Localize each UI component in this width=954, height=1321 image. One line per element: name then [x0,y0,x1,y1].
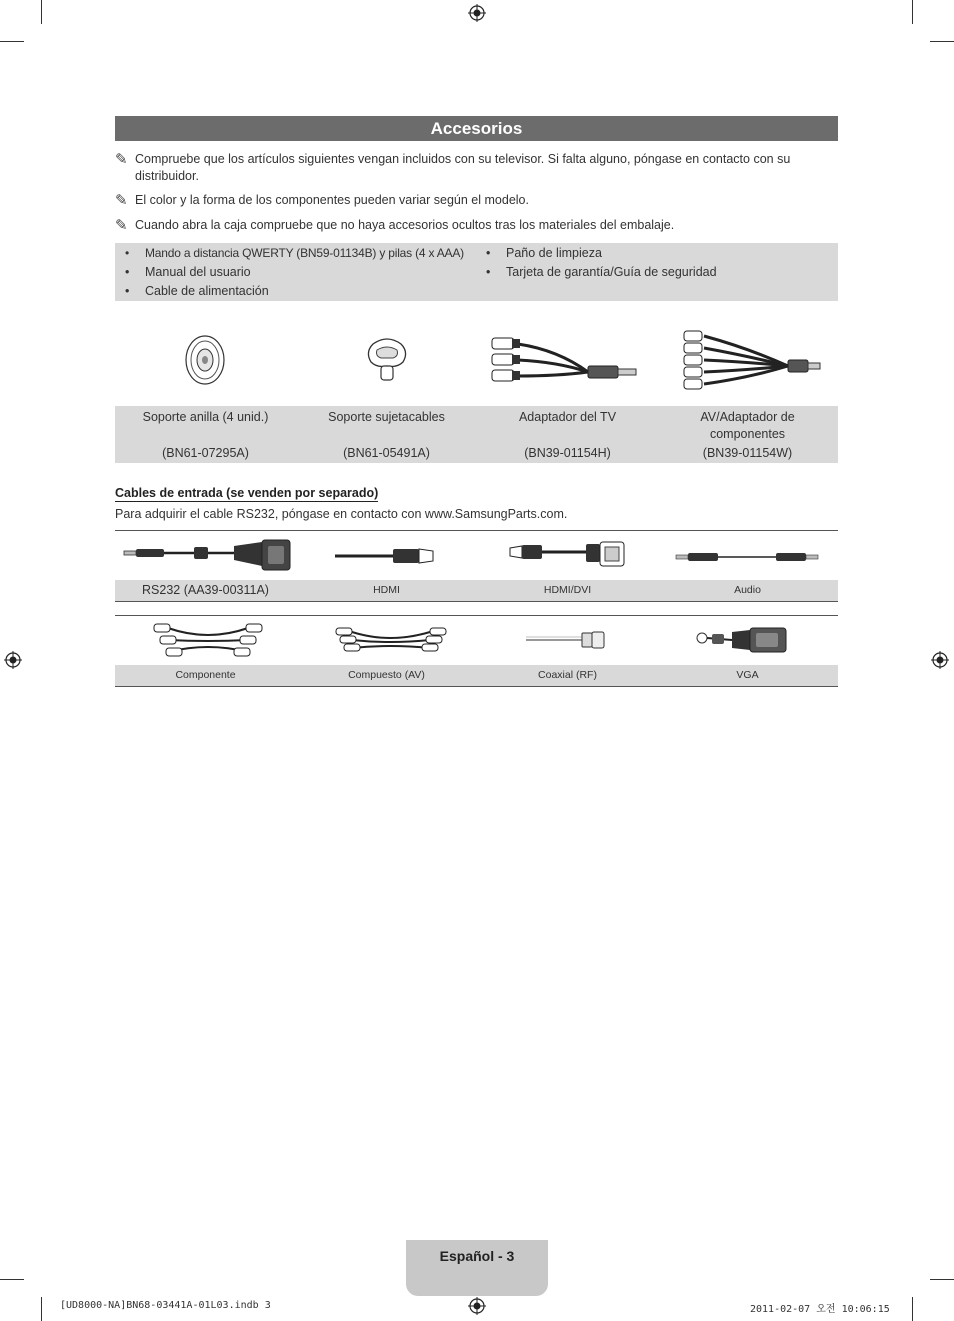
vga-cable-icon [692,626,788,654]
registration-mark-icon [4,651,22,669]
cable-label: RS232 (AA39-00311A) [142,583,269,597]
table-rule [115,530,838,531]
coaxial-rf-cable-icon [524,630,606,650]
cables-title: Cables de entrada (se venden por separado) [115,486,379,500]
crop-mark [912,1297,913,1321]
crop-mark [912,0,913,24]
crop-mark [0,1279,24,1280]
cable-label: Componente [175,669,236,681]
accessory-name: Soporte sujetacables [328,410,445,424]
accessory-code: (BN61-07295A) [162,446,249,460]
note-pencil-icon: ✎ [115,192,128,209]
page-number-tab: Español - 3 [406,1240,548,1296]
imprint-date: 2011-02-07 오전 10:06:15 [750,1304,890,1315]
cable-label: HDMI [373,584,400,596]
accessory-name: AV/Adaptador de componentes [700,410,795,441]
rs232-cable-icon [122,538,292,572]
accessory-code: (BN39-01154W) [702,446,793,460]
crop-mark [41,1297,42,1321]
cable-label: VGA [736,669,759,681]
accessory-name: Soporte anilla (4 unid.) [142,410,269,424]
cable-holder-icon [363,336,411,384]
cables-label-row [115,580,838,601]
table-rule [115,601,838,602]
accessory-cell [477,406,658,462]
cables-label-row [115,665,838,686]
note-text: Compruebe que los artículos siguientes vengan incluidos con su televisor. Si falta alguno, póngase en contacto con su distribuidor. [135,152,791,183]
note-pencil-icon: ✎ [115,217,128,234]
cable-label: HDMI/DVI [543,584,592,596]
table-rule [115,615,838,616]
included-item: • Tarjeta de garantía/Guía de seguridad [506,265,717,279]
registration-mark-icon [468,1297,486,1315]
crop-mark [41,0,42,24]
crop-mark [0,41,24,42]
note-pencil-icon: ✎ [115,151,128,168]
note-item [115,151,840,185]
cable-label: Compuesto (AV) [348,669,425,681]
audio-cable-icon [676,550,818,564]
accessory-code: (BN39-01154H) [524,446,611,460]
note-item [115,192,840,209]
crop-mark [930,41,954,42]
crop-mark [930,1279,954,1280]
composite-av-cable-icon [334,624,448,654]
hdmi-cable-icon [333,546,435,566]
table-rule [115,686,838,687]
note-text: El color y la forma de los componentes pueden variar según el modelo. [135,193,529,207]
note-text: Cuando abra la caja compruebe que no haya accesorios ocultos tras los materiales del embalaje. [135,218,675,232]
imprint-file: [UD8000-NA]BN68-03441A-01L03.indb 3 [60,1300,271,1311]
included-item: • Cable de alimentación [145,284,269,298]
included-item: • Manual del usuario [145,265,251,279]
component-cable-icon [152,620,264,662]
cable-label: Audio [734,584,761,596]
included-item: • Paño de limpieza [506,246,602,260]
accessory-cell [296,406,477,462]
tv-adapter-cable-icon [488,332,646,384]
ring-holder-icon [184,334,226,386]
registration-mark-icon [468,4,486,22]
av-component-adapter-icon [678,328,822,394]
accessory-cell [115,406,296,462]
cables-subtitle: Para adquirir el cable RS232, póngase en contacto con www.SamsungParts.com. [115,507,568,521]
included-item: • Mando a distancia QWERTY (BN59-01134B) y pilas (4 x AAA) [145,246,464,260]
cable-label: Coaxial (RF) [538,669,597,681]
registration-mark-icon [931,651,949,669]
accessory-cell [657,406,838,462]
note-item [115,217,840,234]
accessory-name: Adaptador del TV [518,410,617,424]
hdmi-dvi-cable-icon [508,540,628,570]
accessory-code: (BN61-05491A) [343,446,430,460]
section-title: Accesorios [115,116,838,141]
accessories-label-row [115,406,838,463]
